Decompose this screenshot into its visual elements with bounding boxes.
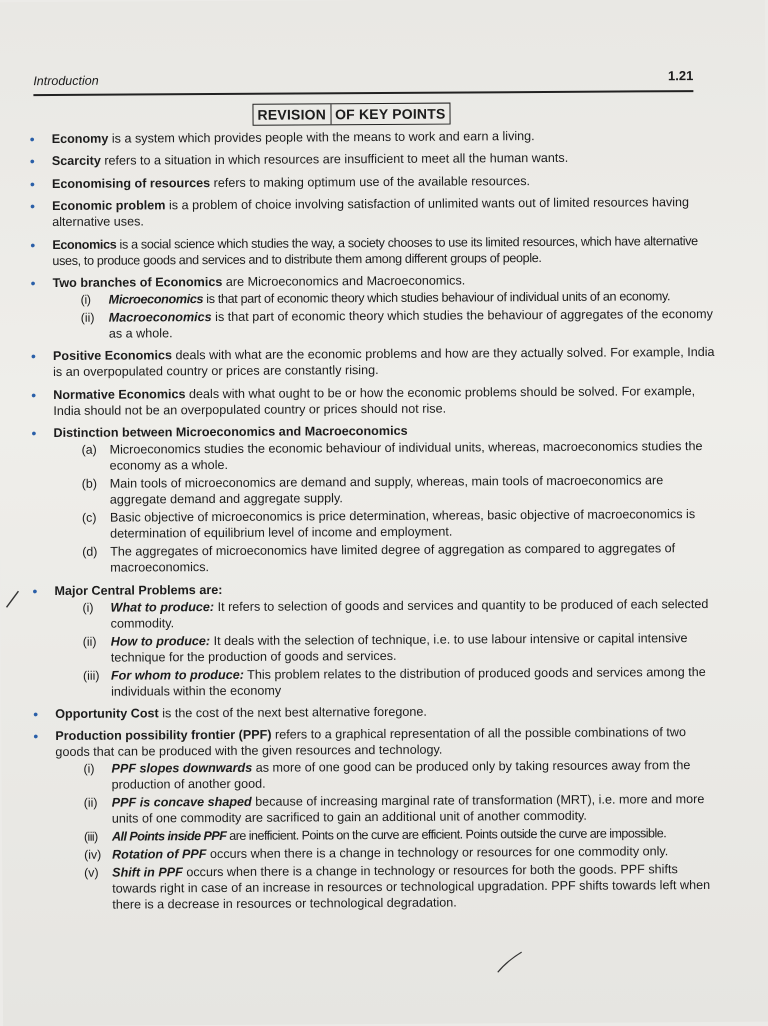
sub-item-for-whom-to-produce xyxy=(55,663,721,699)
section-title xyxy=(252,103,450,126)
point-text: is a system which provides people with the means to work and earn a living. xyxy=(108,129,534,146)
point-term: Production possibility frontier (PPF) xyxy=(55,728,271,743)
point-positive-economics xyxy=(29,344,719,380)
sub-term: All Points inside PPF xyxy=(112,829,226,844)
point-text: refers to making optimum use of the available resources. xyxy=(210,174,530,190)
sub-list xyxy=(54,438,721,576)
title-part-revision: REVISION xyxy=(253,104,330,124)
sub-item-ppf-slopes xyxy=(55,757,721,793)
sub-item-what-to-produce xyxy=(54,595,720,631)
point-two-branches xyxy=(28,271,718,342)
sub-text: is that part of economic theory which studies the behaviour of aggregates of the economy as a whole. xyxy=(109,307,713,341)
pen-stroke-mark xyxy=(495,949,525,975)
sub-item-macroeconomics xyxy=(53,306,719,342)
sub-text: Basic objective of microeconomics is price determination, whereas, basic objective of macroeconomics is determination of equilibrium level of income and employment. xyxy=(110,507,695,541)
point-major-central-problems xyxy=(30,578,721,699)
sub-marker: (iv) xyxy=(84,847,101,863)
sub-term: PPF is concave shaped xyxy=(112,795,252,810)
pen-tick-mark xyxy=(4,587,24,611)
sub-text: are inefficient. Points on the curve are efficient. Points outside the curve are impossible. xyxy=(226,827,666,844)
point-term: Two branches of Economics xyxy=(53,275,223,290)
sub-item-ppf-shift xyxy=(56,861,722,913)
sub-marker: (iii) xyxy=(84,829,98,845)
point-text: is a problem of choice involving satisfaction of unlimited wants out of limited resources having alternative uses. xyxy=(52,195,689,229)
point-normative-economics xyxy=(29,383,719,419)
point-term: Economising of resources xyxy=(52,176,210,191)
sub-term: Rotation of PPF xyxy=(112,847,207,862)
point-text: deals with what are the economic problems and how are they actually solved. For example, India is an overpopulated country or prices are constantly rising. xyxy=(53,345,714,379)
sub-list xyxy=(53,288,719,342)
sub-marker: (c) xyxy=(82,510,97,526)
sub-marker: (d) xyxy=(82,544,97,560)
sub-text: This problem relates to the distribution of produced goods and services among the individuals within the economy xyxy=(111,665,706,699)
point-scarcity xyxy=(28,149,718,169)
sub-term: Microeconomics xyxy=(109,292,204,307)
sub-term: Macroeconomics xyxy=(109,310,212,325)
sub-marker: (a) xyxy=(82,442,97,458)
point-opportunity-cost xyxy=(31,702,721,722)
sub-marker: (i) xyxy=(82,599,93,615)
sub-term: PPF slopes downwards xyxy=(111,761,252,776)
point-term: Distinction between Microeconomics and Macroeconomics xyxy=(53,424,407,440)
sub-text: Main tools of microeconomics are demand and supply, whereas, main tools of macroeconomics are aggregate demand and aggregate supply. xyxy=(110,473,664,506)
sub-marker: (b) xyxy=(82,476,97,492)
sub-list xyxy=(55,757,722,913)
sub-list xyxy=(54,595,721,699)
point-ppf xyxy=(31,724,722,913)
sub-text: is that part of economic theory which studies behaviour of individual units of an economy. xyxy=(203,289,670,306)
sub-term: What to produce: xyxy=(110,600,214,615)
point-text: are Microeconomics and Macroeconomics. xyxy=(222,273,465,288)
section-name: Introduction xyxy=(33,74,98,88)
point-economy xyxy=(28,127,718,147)
sub-item-ppf-rotation xyxy=(56,843,722,863)
sub-marker: (v) xyxy=(84,865,99,881)
sub-marker: (iii) xyxy=(83,667,100,683)
sub-item-b xyxy=(54,472,720,508)
key-points-list xyxy=(28,127,723,920)
sub-item-how-to-produce xyxy=(55,629,721,665)
sub-text: It refers to selection of goods and services and quantity to be produced of each selected commodity. xyxy=(111,597,709,631)
point-term: Scarcity xyxy=(52,154,101,168)
sub-item-a xyxy=(54,438,720,474)
sub-text: It deals with the selection of technique, i.e. to use labour intensive or capital intensive technique for the production of goods and services. xyxy=(111,631,688,665)
point-text: is a social science which studies the way, a society chooses to use its limited resources, which have alternative uses, to produce goods and services and to distribute them among different groups of people. xyxy=(52,234,697,268)
point-term: Economic problem xyxy=(52,198,165,213)
sub-item-c xyxy=(54,506,720,542)
sub-marker: (ii) xyxy=(84,795,98,811)
point-economics xyxy=(28,232,718,268)
point-term: Economics xyxy=(52,237,116,251)
title-part-key-points: OF KEY POINTS xyxy=(330,104,450,125)
point-distinction xyxy=(29,421,720,576)
sub-text: occurs when there is a change in technology or resources for one commodity only. xyxy=(206,845,668,862)
page-number: 1.21 xyxy=(668,68,693,83)
sub-text: The aggregates of microeconomics have limited degree of aggregation as compared to aggregates of macroeconomics. xyxy=(110,541,675,574)
sub-marker: (i) xyxy=(83,761,94,777)
sub-marker: (ii) xyxy=(83,633,97,649)
point-text: refers to a graphical representation of all the possible combinations of two goods that can be produced with the given resources and technology. xyxy=(55,725,686,759)
point-term: Major Central Problems are: xyxy=(54,582,222,597)
sub-text: Microeconomics studies the economic behaviour of individual units, whereas, macroeconomics studies the economy as a whole. xyxy=(110,439,703,473)
sub-text: as more of one good can be produced only by taking resources away from the production of another good. xyxy=(112,758,691,792)
point-text: refers to a situation in which resources are insufficient to meet all the human wants. xyxy=(101,151,568,168)
sub-item-ppf-concave xyxy=(56,791,722,827)
sub-item-microeconomics xyxy=(53,288,719,308)
point-text: is the cost of the next best alternative foregone. xyxy=(159,705,427,721)
sub-item-ppf-points xyxy=(56,825,722,845)
point-text: deals with what ought to be or how the economic problems should be solved. For example, India should not be an overpopulated country or prices should not rise. xyxy=(53,384,695,418)
point-term: Opportunity Cost xyxy=(55,706,159,721)
sub-text: occurs when there is a change in technology or resources for both the goods. PPF shifts towards right in case of an increase in resources or technological upgradation. PPF shifts towards left when there is a decrease in resources or technological degradation. xyxy=(112,862,710,911)
point-term: Positive Economics xyxy=(53,349,172,364)
running-header xyxy=(33,68,693,96)
point-term: Normative Economics xyxy=(53,387,185,402)
sub-term: Shift in PPF xyxy=(112,866,183,880)
point-economising xyxy=(28,172,718,192)
sub-marker: (i) xyxy=(81,292,91,308)
sub-term: For whom to produce: xyxy=(111,667,244,682)
sub-term: How to produce: xyxy=(111,634,210,649)
point-term: Economy xyxy=(52,132,109,146)
point-economic-problem xyxy=(28,194,718,230)
sub-marker: (ii) xyxy=(81,310,95,326)
sub-text: because of increasing marginal rate of transformation (MRT), i.e. more and more units of one commodity are sacrificed to gain an additional unit of another commodity. xyxy=(112,792,705,826)
sub-item-d xyxy=(54,540,720,576)
